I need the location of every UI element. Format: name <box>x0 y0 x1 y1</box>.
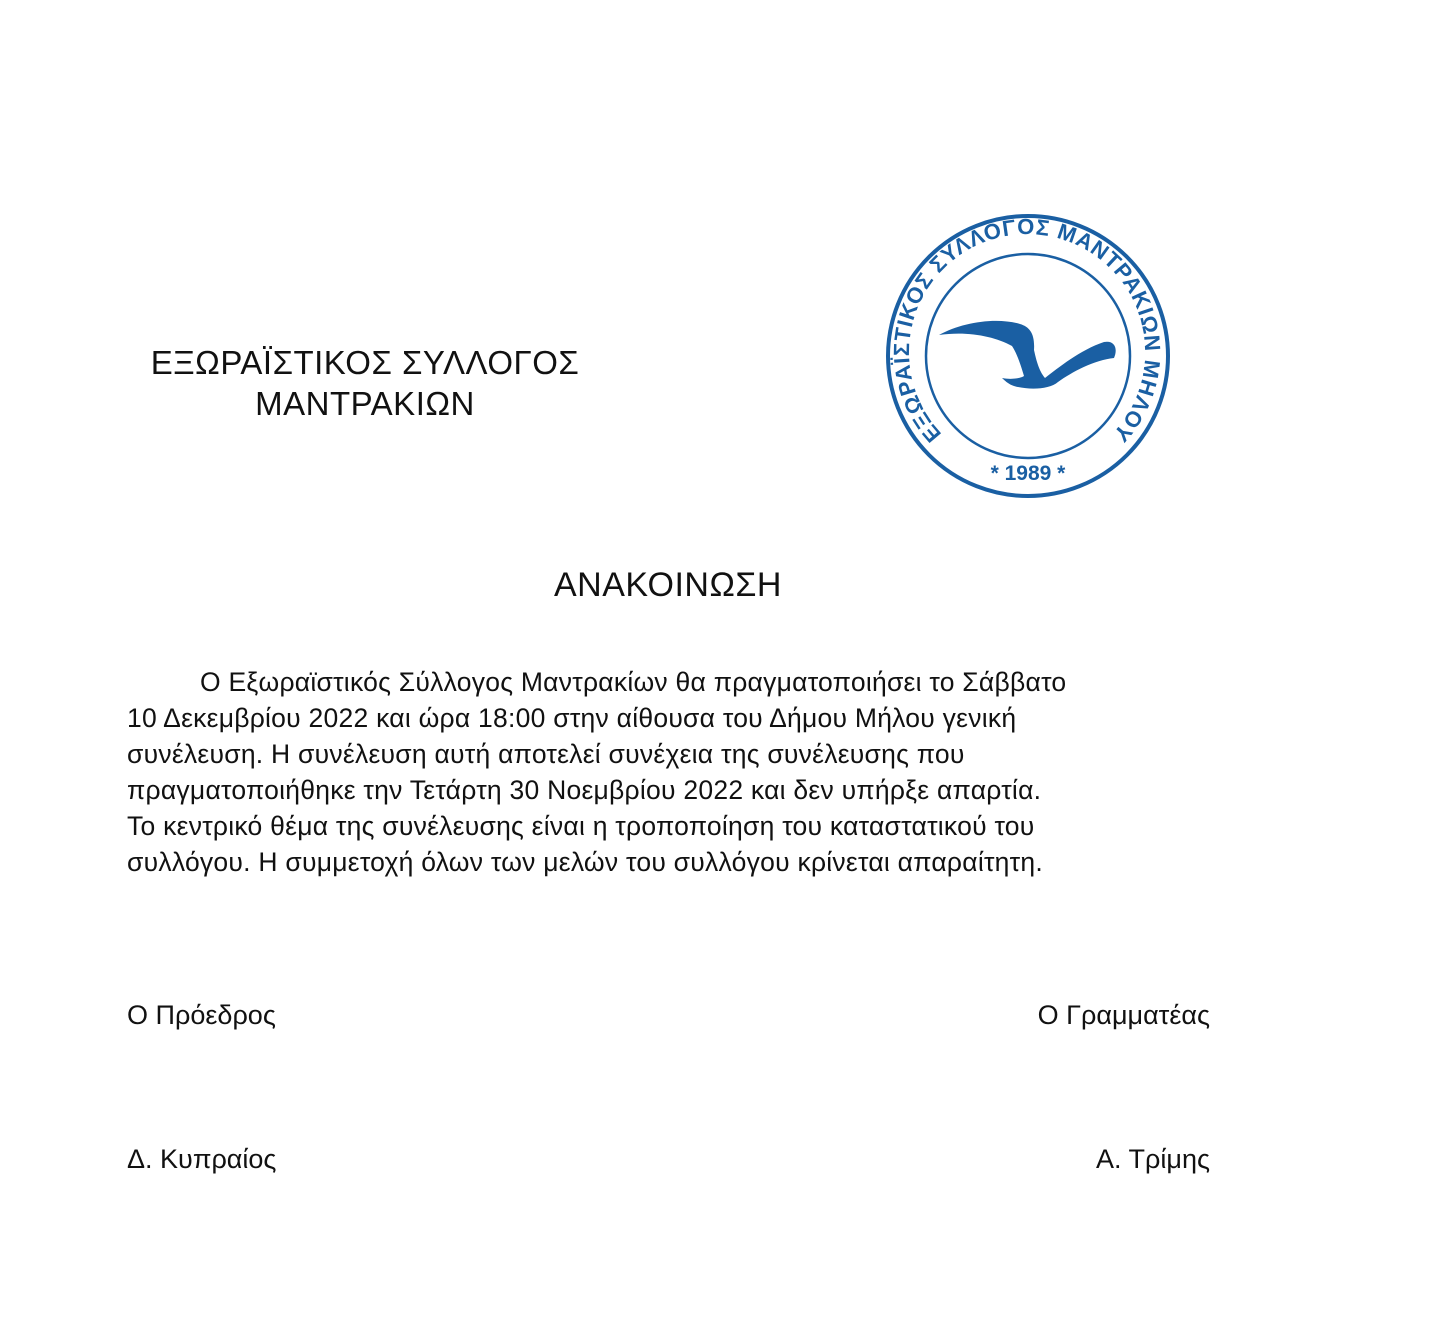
announcement-line: συνέλευση. Η συνέλευση αυτή αποτελεί συνέχεια της συνέλευσης που <box>127 739 965 769</box>
seal-year-text: * 1989 * <box>990 462 1066 485</box>
secretary-role: Ο Γραμματέας <box>1037 1000 1210 1030</box>
seal-logo <box>882 210 1174 502</box>
announcement-line: πραγματοποιήθηκε την Τετάρτη 30 Νοεμβρίου 2022 και δεν υπήρξε απαρτία. <box>127 775 1042 805</box>
organization-name-line2: ΜΑΝΤΡΑΚΙΩΝ <box>255 385 475 422</box>
announcement-line: Ο Εξωραϊστικός Σύλλογος Μαντρακίων θα πραγματοποιήσει το Σάββατο <box>200 667 1067 697</box>
organization-seal <box>882 210 1174 502</box>
announcement-line: συλλόγου. Η συμμετοχή όλων των μελών του συλλόγου κρίνεται απαραίτητη. <box>127 847 1043 877</box>
organization-name-line1: ΕΞΩΡΑΪΣΤΙΚΟΣ ΣΥΛΛΟΓΟΣ <box>150 344 580 381</box>
organization-name <box>110 342 620 424</box>
seal-ring-text: ΕΞΩΡΑΪΣΤΙΚΟΣ ΣΥΛΛΟΓΟΣ ΜΑΝΤΡΑΚΙΩΝ ΜΗΛΟΥ <box>888 214 1166 448</box>
announcement-body <box>127 664 1212 880</box>
announcement-line: 10 Δεκεμβρίου 2022 και ώρα 18:00 στην αίθουσα του Δήμου Μήλου γενική <box>127 703 1017 733</box>
secretary-name: Α. Τρίμης <box>1096 1144 1210 1174</box>
president-role: Ο Πρόεδρος <box>127 1000 276 1030</box>
announcement-title: ΑΝΑΚΟΙΝΩΣΗ <box>554 566 782 604</box>
seagull-icon <box>939 321 1116 389</box>
announcement-line: Το κεντρικό θέμα της συνέλευσης είναι η τροποποίηση του καταστατικού του <box>127 811 1035 841</box>
president-name: Δ. Κυπραίος <box>127 1144 277 1174</box>
